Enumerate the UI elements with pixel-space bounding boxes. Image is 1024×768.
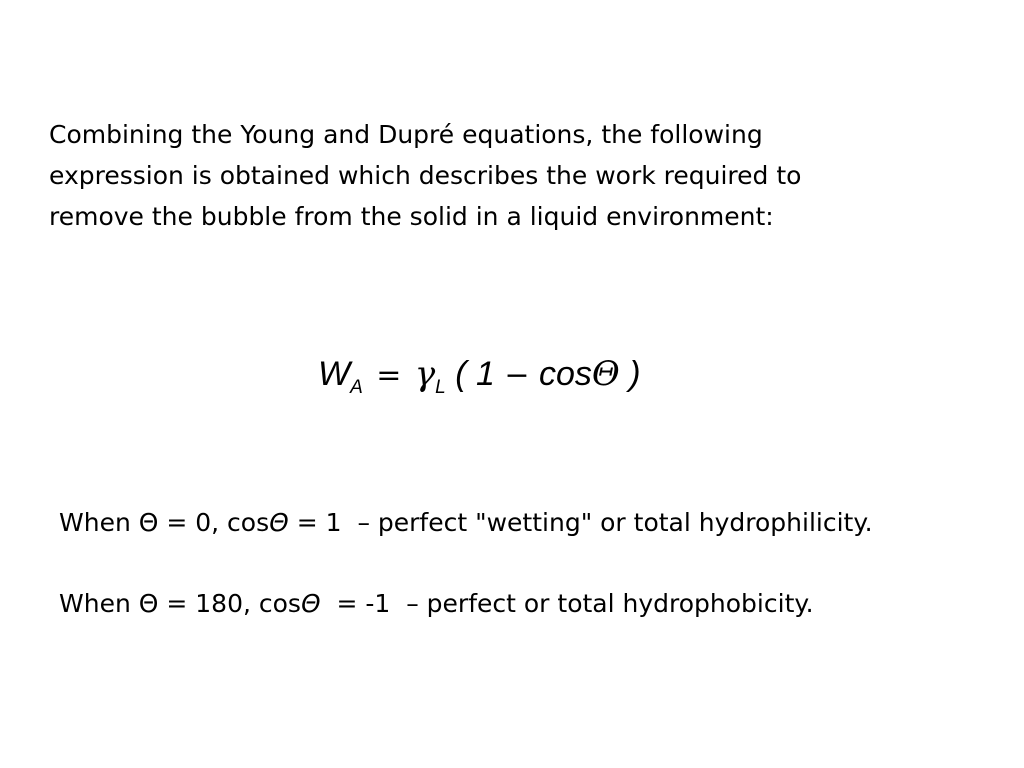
equation-gamma: γ (414, 354, 436, 394)
equation-equals: = (376, 358, 402, 393)
condition-suffix: = 1 – perfect "wetting" or total hydrophilicity. (288, 508, 873, 537)
condition-prefix: When Θ = 0, cos (59, 508, 270, 537)
condition-theta: Θ (300, 589, 321, 618)
equation-gamma-subscript: L (435, 377, 446, 398)
equation-open-paren: ( (455, 355, 467, 393)
equation-lhs: W (318, 355, 351, 393)
equation-minus: − (504, 358, 530, 393)
condition-prefix: When Θ = 180, cos (59, 589, 301, 618)
condition-wetting (59, 507, 873, 539)
intro-line: Combining the Young and Dupré equations, the following (49, 120, 763, 149)
equation-close-paren: ) (629, 355, 641, 393)
intro-line: expression is obtained which describes the work required to (49, 161, 802, 190)
work-of-adhesion-equation (318, 352, 641, 402)
intro-line: remove the bubble from the solid in a liquid environment: (49, 202, 774, 231)
equation-one: 1 (475, 355, 495, 393)
equation-lhs-subscript: A (350, 377, 363, 398)
condition-theta: Θ (269, 508, 289, 537)
condition-suffix: = -1 – perfect or total hydrophobicity. (320, 589, 814, 618)
equation-cos: cos (538, 355, 592, 393)
condition-hydrophobic (59, 588, 814, 620)
equation-theta: Θ (591, 354, 620, 394)
intro-paragraph (49, 114, 949, 237)
